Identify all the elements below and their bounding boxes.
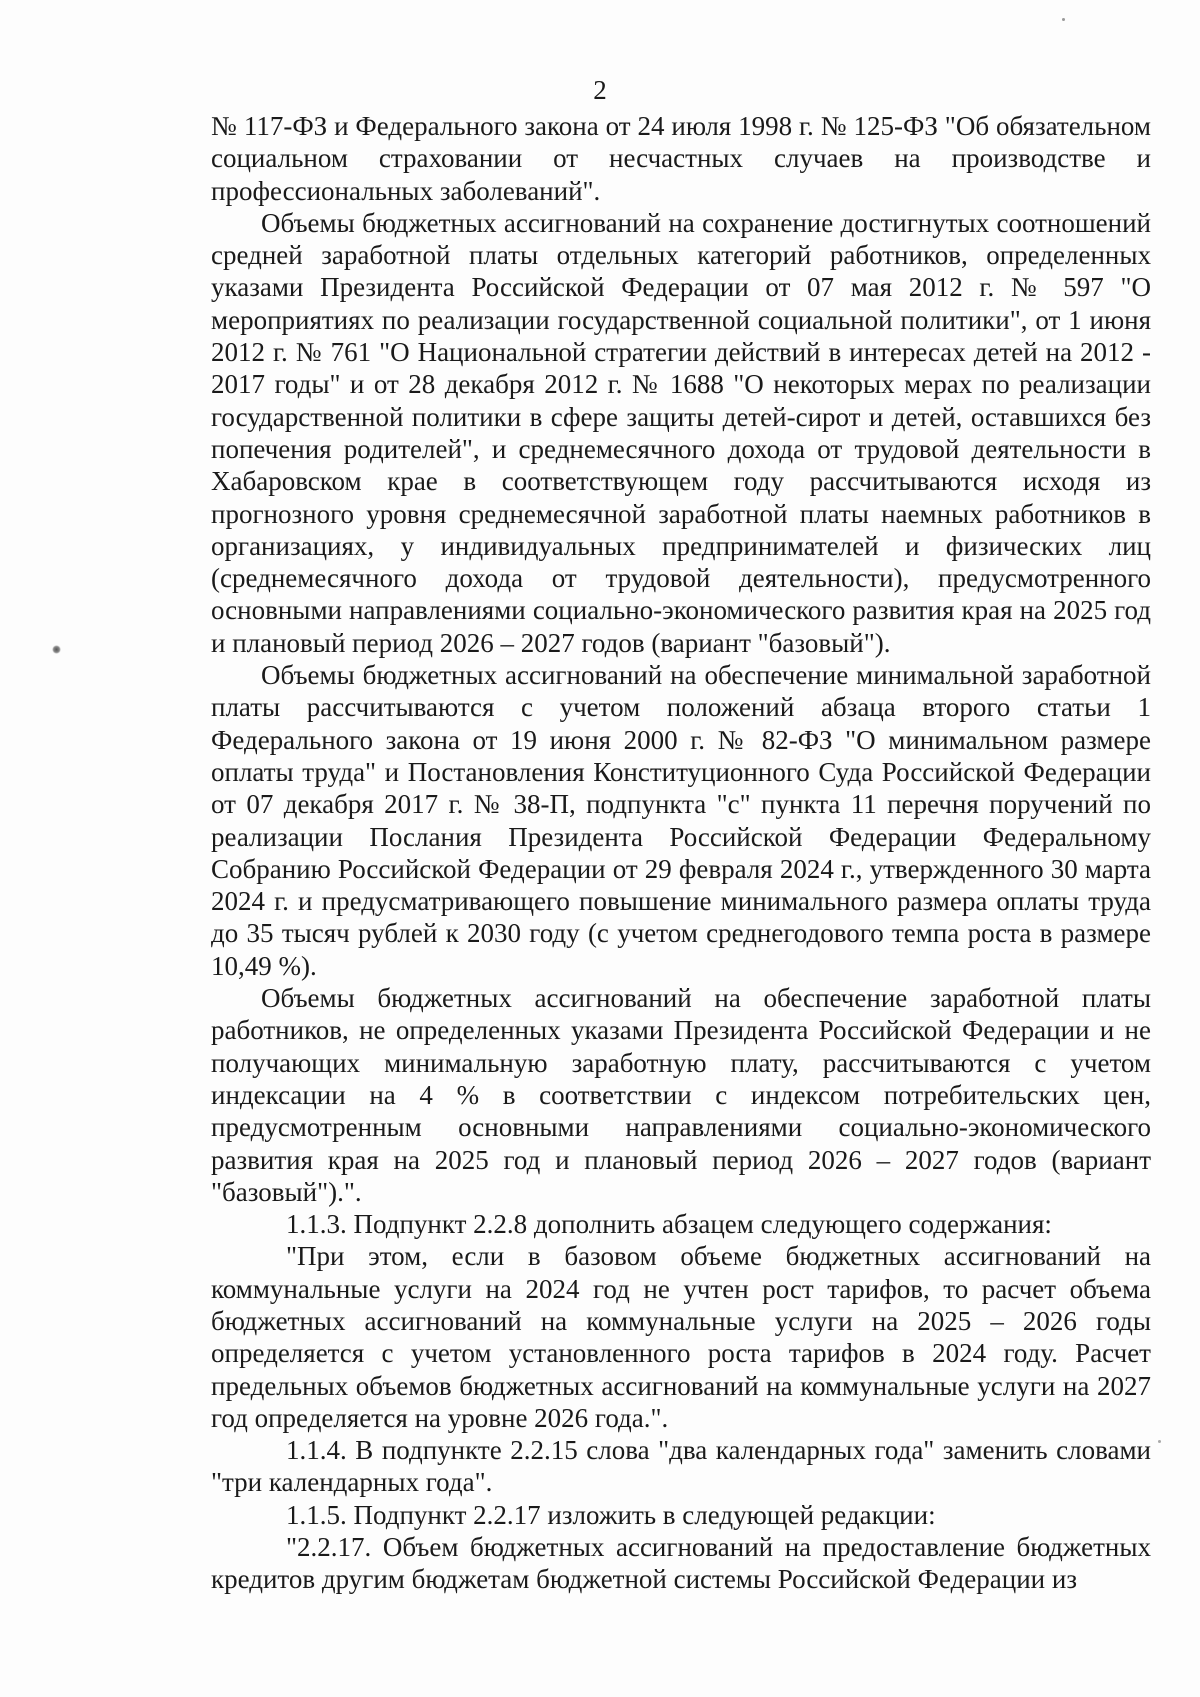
- paragraph-continuation: № 117-ФЗ и Федерального закона от 24 июля 1998 г. № 125-ФЗ "Об обязательном социальном страховании от несчастных случаев на производстве и профессиональных заболеваний".: [211, 111, 1151, 206]
- scan-speck: [1158, 1440, 1161, 1443]
- paragraph-wage-indexation: Объемы бюджетных ассигнований на обеспечение заработной платы работников, не определенных указами Президента Российской Федерации и не получающих минимальную заработную плату, рассчитываются с учетом индексации на 4 % в соответствии с индексом потребительских цен, предусмотренным основными направлениями социально-экономического развития края на 2025 год и плановый период 2026 – 2027 годов (вариант "базовый").".: [211, 983, 1151, 1207]
- page-number: 2: [593, 75, 607, 105]
- paragraph-item-1-1-4: 1.1.4. В подпункте 2.2.15 слова "два календарных года" заменить словами "три календарных года".: [211, 1435, 1151, 1498]
- paragraph-minimum-wage: Объемы бюджетных ассигнований на обеспечение минимальной заработной платы рассчитываются с учетом положений абзаца второго статьи 1 Федерального закона от 19 июня 2000 г. № 82-ФЗ "О минимальном размере оплаты труда" и Постановления Конституционного Суда Российской Федерации от 07 декабря 2017 г. № 38-П, подпункта "с" пункта 11 перечня поручений по реализации Послания Президента Российской Федерации Федеральному Собранию Российской Федерации от 29 февраля 2024 г., утвержденного 30 марта 2024 г. и предусматривающего повышение минимального размера оплаты труда до 35 тысяч рублей к 2030 году (с учетом среднегодового темпа роста в размере 10,49 %).: [211, 660, 1151, 981]
- paragraph-item-2-2-17: "2.2.17. Объем бюджетных ассигнований на предоставление бюджетных кредитов другим бюджетам бюджетной системы Российской Федерации из: [211, 1532, 1151, 1595]
- scan-speck: [52, 645, 61, 654]
- document-body: [211, 110, 1151, 1596]
- paragraph-utilities: "При этом, если в базовом объеме бюджетных ассигнований на коммунальные услуги на 2024 год не учтен рост тарифов, то расчет объема бюджетных ассигнований на коммунальные услуги на 2025 – 2026 годы определяется с учетом установленного роста тарифов в 2024 году. Расчет предельных объемов бюджетных ассигнований на коммунальные услуги на 2027 год определяется на уровне 2026 года.".: [211, 1241, 1151, 1433]
- paragraph-salary-ratios: Объемы бюджетных ассигнований на сохранение достигнутых соотношений средней заработной платы отдельных категорий работников, определенных указами Президента Российской Федерации от 07 мая 2012 г. № 597 "О мероприятиях по реализации государственной социальной политики", от 1 июня 2012 г. № 761 "О Национальной стратегии действий в интересах детей на 2012 - 2017 годы" и от 28 декабря 2012 г. № 1688 "О некоторых мерах по реализации государственной политики в сфере защиты детей-сирот и детей, оставшихся без попечения родителей", и среднемесячного дохода от трудовой деятельности в Хабаровском крае в соответствующем году рассчитываются исходя из прогнозного уровня среднемесячной заработной платы наемных работников в организациях, у индивидуальных предпринимателей и физических лиц (среднемесячного дохода от трудовой деятельности), предусмотренного основными направлениями социально-экономического развития края на 2025 год и плановый период 2026 – 2027 годов (вариант "базовый").: [211, 207, 1151, 658]
- scan-speck: [1062, 18, 1065, 21]
- paragraph-item-1-1-5: 1.1.5. Подпункт 2.2.17 изложить в следующей редакции:: [286, 1499, 936, 1530]
- paragraph-item-1-1-3: 1.1.3. Подпункт 2.2.8 дополнить абзацем следующего содержания:: [286, 1209, 1052, 1240]
